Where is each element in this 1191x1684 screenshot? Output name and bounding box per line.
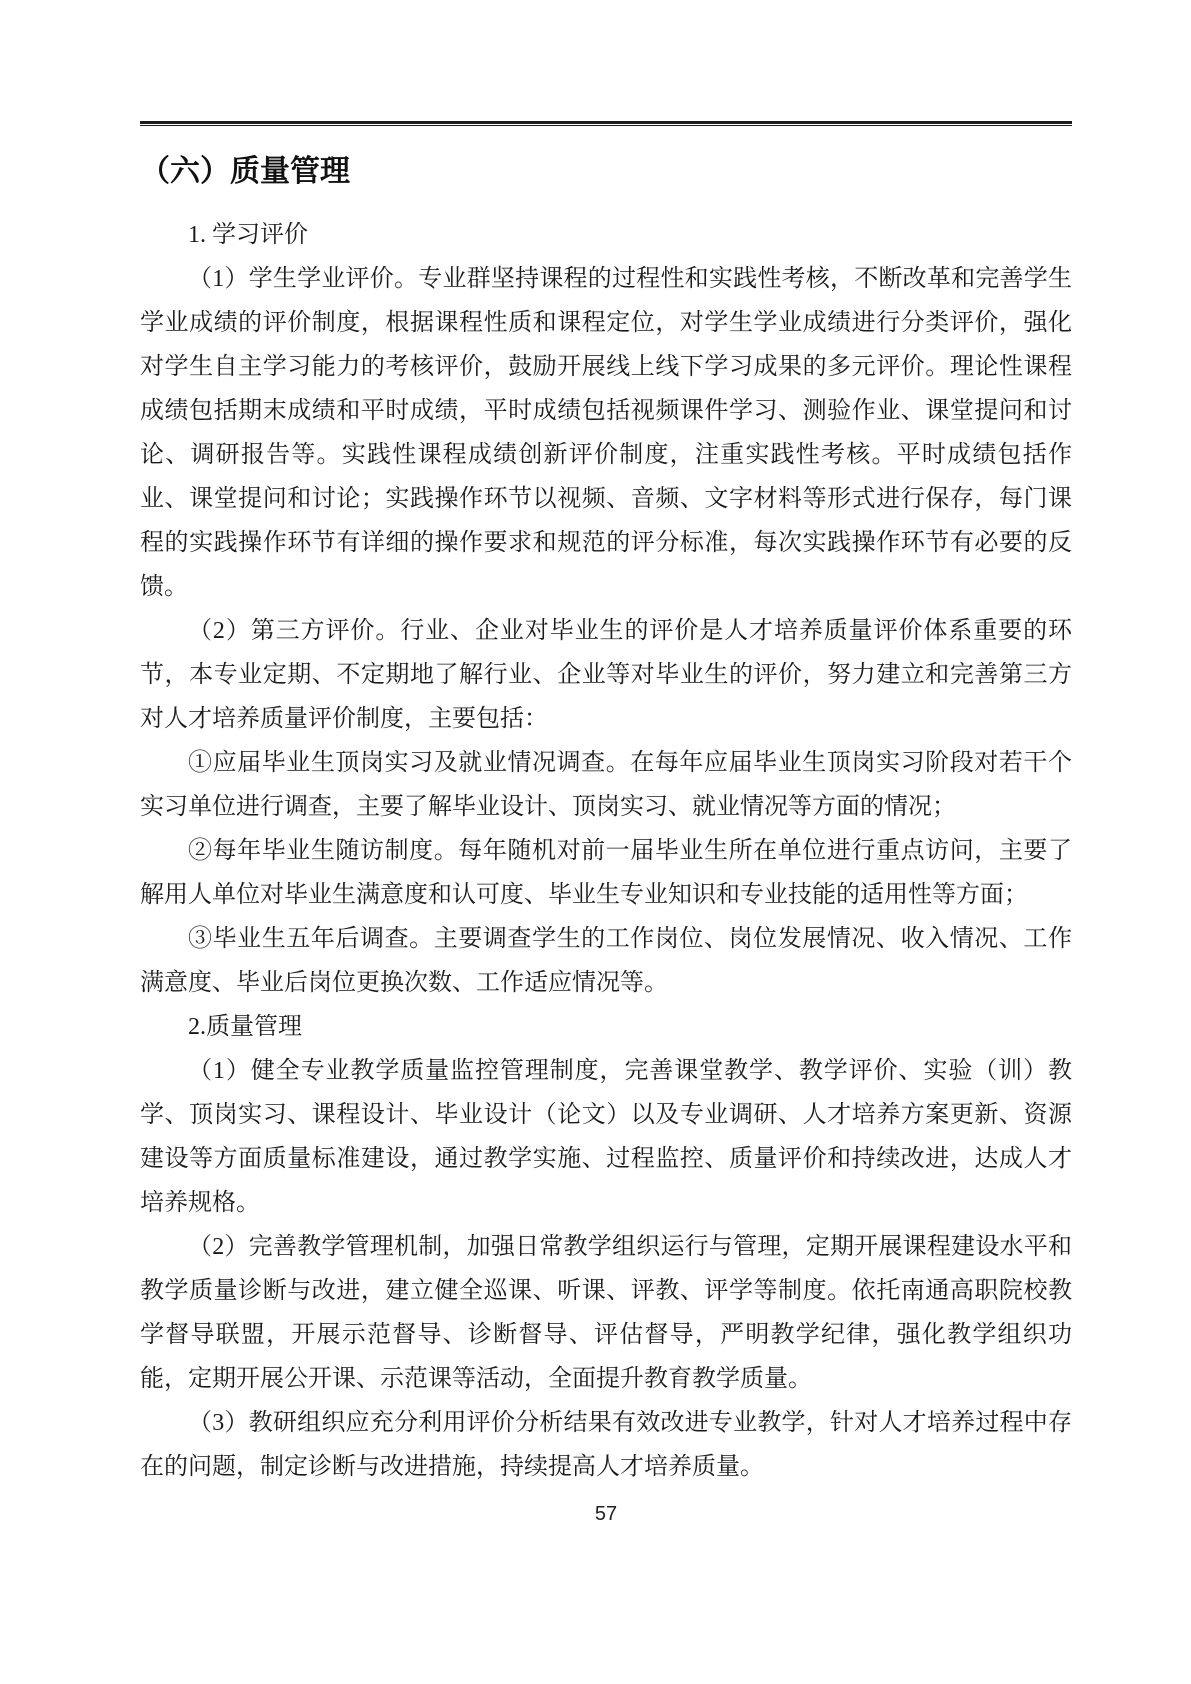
paragraph-item-3-five-year-survey: ③毕业生五年后调查。主要调查学生的工作岗位、岗位发展情况、收入情况、工作满意度、毕业后岗位更换次数、工作适应情况等。 <box>140 926 1072 996</box>
section-heading: （六）质量管理 <box>140 155 350 188</box>
paragraph-item-1-internship-survey: ①应届毕业生顶岗实习及就业情况调查。在每年应届毕业生顶岗实习阶段对若干个实习单位进行调查，主要了解毕业设计、顶岗实习、就业情况等方面的情况； <box>140 750 1072 820</box>
document-body <box>140 140 1072 1489</box>
paragraph-third-party-evaluation: （2）第三方评价。行业、企业对毕业生的评价是人才培养质量评价体系重要的环节，本专业定期、不定期地了解行业、企业等对毕业生的评价，努力建立和完善第三方对人才培养质量评价制度，主要包括： <box>140 618 1072 732</box>
paragraph-student-academic-evaluation: （1）学生学业评价。专业群坚持课程的过程性和实践性考核，不断改革和完善学生学业成绩的评价制度，根据课程性质和课程定位，对学生学业成绩进行分类评价，强化对学生自主学习能力的考核评价，鼓励开展线上线下学习成果的多元评价。理论性课程成绩包括期末成绩和平时成绩，平时成绩包括视频课件学习、测验作业、课堂提问和讨论、调研报告等。实践性课程成绩创新评价制度，注重实践性考核。平时成绩包括作业、课堂提问和讨论；实践操作环节以视频、音频、文字材料等形式进行保存，每门课程的实践操作环节有详细的操作要求和规范的评分标准，每次实践操作环节有必要的反馈。 <box>140 266 1072 600</box>
page-number: 57 <box>594 1503 618 1525</box>
subheading-learning-evaluation: 1. 学习评价 <box>188 222 308 248</box>
paragraph-quality-monitoring-system: （1）健全专业教学质量监控管理制度，完善课堂教学、教学评价、实验（训）教学、顶岗实习、课程设计、毕业设计（论文）以及专业调研、人才培养方案更新、资源建设等方面质量标准建设，通过教学实施、过程监控、质量评价和持续改进，达成人才培养规格。 <box>140 1058 1072 1216</box>
subheading-quality-management: 2.质量管理 <box>188 1014 302 1040</box>
paragraph-teaching-research-improvement: （3）教研组织应充分利用评价分析结果有效改进专业教学，针对人才培养过程中存在的问题，制定诊断与改进措施，持续提高人才培养质量。 <box>140 1410 1072 1480</box>
paragraph-item-2-graduate-followup: ②每年毕业生随访制度。每年随机对前一届毕业生所在单位进行重点访问，主要了解用人单位对毕业生满意度和认可度、毕业生专业知识和专业技能的适用性等方面； <box>140 838 1072 908</box>
header-divider <box>140 121 1072 126</box>
paragraph-teaching-management-mechanism: （2）完善教学管理机制，加强日常教学组织运行与管理，定期开展课程建设水平和教学质量诊断与改进，建立健全巡课、听课、评教、评学等制度。依托南通高职院校教学督导联盟，开展示范督导、诊断督导、评估督导，严明教学纪律，强化教学组织功能，定期开展公开课、示范课等活动，全面提升教育教学质量。 <box>140 1234 1072 1392</box>
